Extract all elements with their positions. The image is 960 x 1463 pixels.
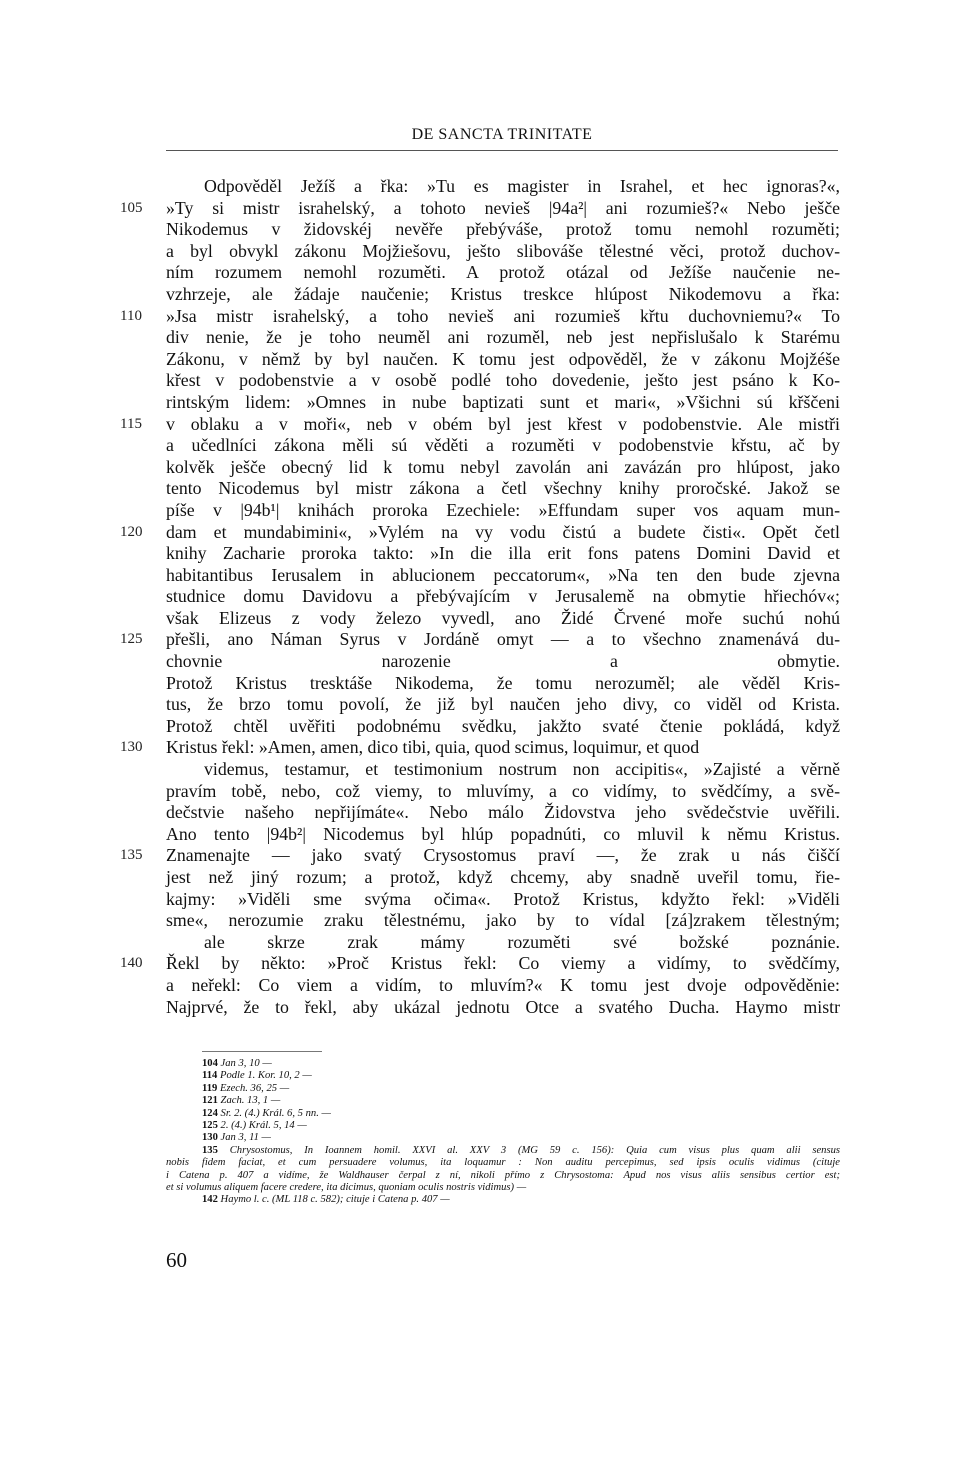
line-number: 105 xyxy=(120,199,143,216)
footnote xyxy=(166,1058,840,1070)
footnote-number: 142 xyxy=(202,1194,218,1206)
text-line xyxy=(120,521,840,544)
line-text: habitantibus Ierusalem in ablucionem peccatorum«, »Na ten den bude zjevna xyxy=(166,564,840,585)
line-text: ale skrze zrak mámy rozuměti své božské poznánie. xyxy=(204,931,840,952)
text-line xyxy=(166,392,840,414)
line-text: studnice domu Davidovu a přebývajícím v Jerusalemě na obmytie hřiechóv«; xyxy=(166,586,840,607)
line-number: 115 xyxy=(120,415,142,432)
footnote-text: Sr. 2. (4.) Král. 6, 5 nn. — xyxy=(220,1107,331,1119)
line-text: a neřekl: Co viem a vidím, to mluvím?« K tomu jest dvoje odpověděnie: xyxy=(166,974,840,995)
text-line xyxy=(120,305,840,328)
line-text: sme«, nerozumie zraku tělestnému, jako by to vídal [zá]zrakem tělestným; xyxy=(166,910,840,931)
footnote-text: Chrysostomus, In Ioannem homil. XXVI al. XXV 3 (MG 59 c. 156): Quia cum visus plus quam alii sensus xyxy=(229,1144,840,1156)
line-text: videmus, testamur, et testimonium nostrum non accipitis«, »Zajisté a věrně xyxy=(204,759,840,780)
line-text: Odpověděl Ježíš a řka: »Tu es magister in Israhel, et hec ignoras?«, xyxy=(204,176,840,196)
footnote xyxy=(166,1182,840,1194)
footnote-number: 135 xyxy=(202,1144,218,1156)
line-number: 130 xyxy=(120,739,143,756)
text-line xyxy=(166,327,840,349)
line-text: pravím tobě, nebo, což viemy, to mluvímy, a co vidímy, to svědčímy, a svě- xyxy=(166,780,840,801)
footnote-number: 104 xyxy=(202,1058,218,1069)
footnote-text: et si volumus aliquem facere credere, ita dicimus, quoniam oculis nostris vidimus) — xyxy=(166,1182,527,1194)
footnote xyxy=(166,1194,840,1206)
text-line xyxy=(166,543,840,565)
line-text: div nenie, že je toho neuměl ani rozuměl, neb jest nepřislušalo k Starému xyxy=(166,327,840,348)
text-line xyxy=(166,673,840,695)
text-line xyxy=(166,500,840,522)
text-line xyxy=(166,435,840,457)
footnote-text: Haymo l. c. (ML 118 c. 582); cituje i Catena p. 407 — xyxy=(220,1194,450,1206)
footnote-number: 119 xyxy=(202,1082,218,1094)
line-number: 110 xyxy=(120,307,142,324)
line-text: chovnie narozenie a obmytie. xyxy=(166,651,840,672)
footnote-number: 114 xyxy=(202,1070,218,1082)
line-text: přešli, ano Náman Syrus v Jordáně omyt — a to všechno znamenává du- xyxy=(166,629,840,650)
text-line xyxy=(166,781,840,803)
footnote xyxy=(166,1070,840,1082)
line-text: jest než jiný rozum; a protož, když chcemy, aby snadně uveřil tomu, řie- xyxy=(166,867,840,887)
footnote-text: nobis fidem faciat, et cum persuadere volumus, ita loquamur : Non auditu percepimus, sed ipsis oculis vidimus (cituje xyxy=(166,1157,840,1169)
line-text: dam et mundabimini«, »Vylém na vy vodu čistú a budete čisti«. Opět četl xyxy=(166,521,840,542)
line-number: 135 xyxy=(120,847,143,864)
text-line xyxy=(120,197,840,220)
text-line xyxy=(166,824,840,846)
text-line xyxy=(120,737,840,759)
line-text: kajmy: »Viděli sme svýma očima«. Protož Kristus, kdyžto řekl: »Viděli xyxy=(166,888,840,909)
line-text: a byl obvykl zákonu Mojžiešovu, ješto slibováše tělestné věci, protož duchov- xyxy=(166,240,840,261)
line-text: Kristus řekl: »Amen, amen, dico tibi, quia, quod scimus, loquimur, et quod xyxy=(166,737,700,758)
footnote xyxy=(166,1145,840,1157)
text-line xyxy=(166,219,840,241)
line-text: »Jsa mistr israhelský, a toho nevieš ani rozumieš křtu duchovniemu?« To xyxy=(166,305,840,326)
footnote-number: 125 xyxy=(202,1120,218,1132)
running-header: DE SANCTA TRINITATE xyxy=(166,126,838,151)
line-text: píše v |94b¹| knihách proroka Ezechiele: »Effundam super vos aquam mun- xyxy=(166,499,840,520)
line-text: knihy Zacharie proroka takto: »In die illa erit fons patens Domini David et xyxy=(166,543,840,564)
footnote xyxy=(166,1083,840,1095)
line-text: Protož Kristus tresktáše Nikodema, že tomu nerozuměl; ale věděl Kris- xyxy=(166,672,840,693)
line-text: vzhrzeje, ale žádaje naučenie; Kristus treskce hlúpost Nikodemovu a řka: xyxy=(166,283,840,304)
footnote-text: i Catena p. 407 a vidíme, že Waldhauser čerpal z ní, nikoli přímo z Chrysostoma: Apud nos visus aliis sensibus certior est; xyxy=(166,1169,840,1181)
text-line xyxy=(166,176,840,198)
text-line xyxy=(166,694,840,716)
footnote-text: Jan 3, 11 — xyxy=(220,1132,271,1144)
line-text: Řekl by někto: »Proč Kristus řekl: Co viemy a vidímy, to svědčímy, xyxy=(166,953,840,974)
text-line xyxy=(166,565,840,587)
text-line xyxy=(166,651,840,673)
text-line xyxy=(166,284,840,306)
line-text: tus, že brzo tomu povolí, že již byl naučen jeho divy, co viděl od Krista. xyxy=(166,694,840,715)
line-number: 120 xyxy=(120,523,143,540)
footnote xyxy=(166,1157,840,1169)
text-line xyxy=(120,845,840,867)
text-line xyxy=(166,241,840,263)
footnote xyxy=(166,1120,840,1132)
text-line xyxy=(166,910,840,932)
line-text: v oblaku a v moři«, neb v obém byl jest křest v podobenstvie. Ale mistři xyxy=(166,413,840,434)
line-text: křest v podobenstvie a v osobě podlé toho dovedenie, ješto jest psáno k Ko- xyxy=(166,370,840,391)
line-text: rintským lidem: »Omnes in nube baptizati sunt et mari«, »Všichni sú křščeni xyxy=(166,391,840,412)
line-text: Zákonu, v němž by byl naučen. K tomu jest odpověděl, že v zákonu Mojžéše xyxy=(166,348,840,369)
line-text: Protož chtěl uvěřiti podobnému svědku, jakžto svaté čtenie pokládá, když xyxy=(166,715,840,736)
text-line xyxy=(166,716,840,738)
text-line xyxy=(120,413,840,436)
text-line xyxy=(166,802,840,824)
footnotes xyxy=(166,1058,840,1207)
footnote xyxy=(166,1108,840,1120)
line-text: Najprvé, že to řekl, aby ukázal jednotu Otce a svatého Ducha. Haymo mistr xyxy=(166,996,840,1017)
text-line xyxy=(166,975,840,997)
footnote-text: Zach. 13, 1 — xyxy=(220,1095,281,1107)
text-line xyxy=(166,932,840,954)
line-text: Znamenajte — jako svatý Crysostomus praví —, že zrak u nás čiščí xyxy=(166,845,840,866)
line-text: »Ty si mistr israhelský, a tohoto nevieš |94a²| ani rozumieš?« Nebo ješče xyxy=(166,197,840,218)
text-line xyxy=(166,608,840,630)
line-text: dečstvie našeho nepřijímáte«. Nebo málo Židovstva jeho svědečstvie uvěřili. xyxy=(166,802,840,823)
text-line xyxy=(166,759,840,781)
line-number: 125 xyxy=(120,631,143,648)
text-line xyxy=(166,889,840,911)
line-number: 140 xyxy=(120,955,143,972)
line-text: Ano tento |94b²| Nicodemus byl hlúp popadnúti, co mluvil k němu Kristus. xyxy=(166,823,840,844)
text-line xyxy=(166,262,840,284)
footnote-number: 124 xyxy=(202,1107,218,1119)
footnote-rule xyxy=(202,1051,322,1052)
page-number: 60 xyxy=(166,1248,187,1272)
line-text: Nikodemus v židovskéj nevěře přebývášе, protož tomu nemohl rozuměti; xyxy=(166,219,840,240)
main-text xyxy=(120,176,840,1018)
line-text: kolvěk ješče obecný lid k tomu nebyl zavolán ani zavázán pro hlúpost, jako xyxy=(166,456,840,477)
footnote-text: Jan 3, 10 — xyxy=(220,1058,272,1069)
text-line xyxy=(166,997,840,1019)
footnote-text: Ezech. 36, 25 — xyxy=(219,1082,290,1094)
footnote xyxy=(166,1170,840,1182)
footnote-number: 121 xyxy=(202,1095,218,1107)
line-text: a učedlníci zákona měli sú věděti a rozuměti v podobenstvie křstu, ač by xyxy=(166,435,840,456)
text-line xyxy=(166,349,840,371)
text-line xyxy=(166,478,840,500)
text-line xyxy=(166,370,840,392)
line-text: ním rozumem nemohl rozuměti. A protož otázal od Ježíše naučenie ne- xyxy=(166,262,840,283)
footnote xyxy=(166,1132,840,1144)
text-line xyxy=(166,457,840,479)
text-line xyxy=(120,953,840,975)
text-line xyxy=(166,867,840,889)
text-line xyxy=(120,629,840,651)
footnote-text: 2. (4.) Král. 5, 14 — xyxy=(220,1120,307,1132)
footnote-number: 130 xyxy=(202,1132,218,1144)
line-text: tento Nicodemus byl mistr zákona a četl všechny knihy proročské. Jakož se xyxy=(166,478,840,499)
footnote-text: Podle 1. Kor. 10, 2 — xyxy=(219,1070,312,1082)
line-text: však Elizeus z vody železo vyvedl, ano Židé Črvené moře suchú nohú xyxy=(166,607,840,628)
footnote xyxy=(166,1095,840,1107)
text-line xyxy=(166,586,840,608)
